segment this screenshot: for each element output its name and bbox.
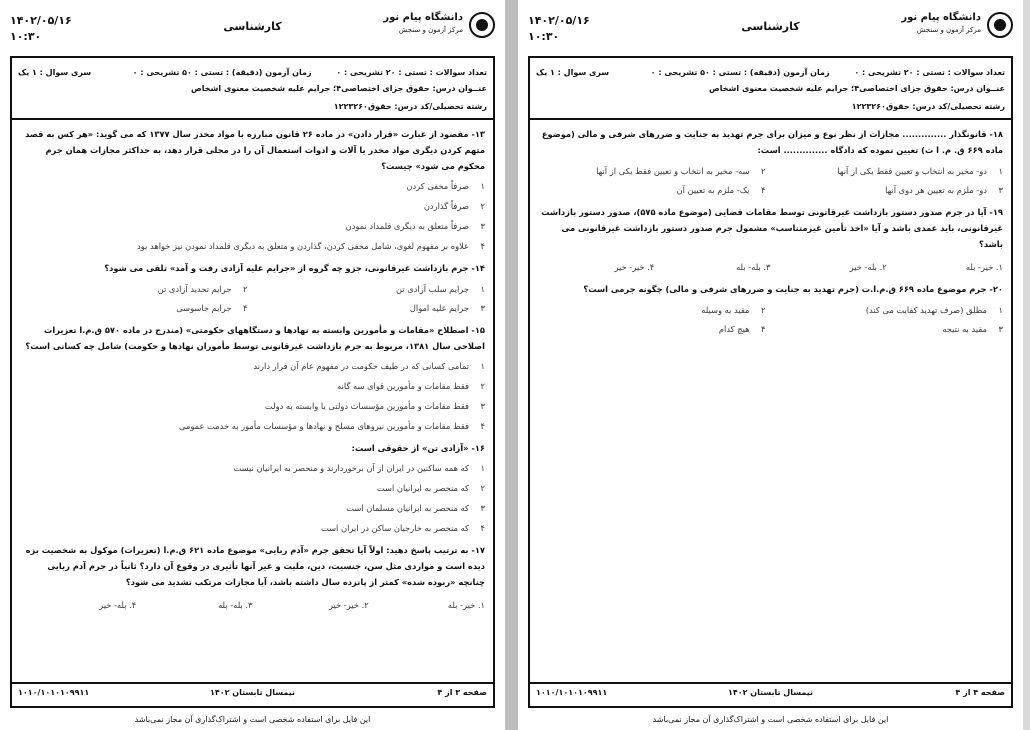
- page-number: صفحه ۳ از ۴: [437, 688, 487, 697]
- option-text: جرایم تحدید آزادی تن: [157, 284, 232, 294]
- option-text: دو- مخیر به انتخاب و تعیین فقط یکی از آنها: [837, 166, 987, 176]
- question-text: ۱۹- آیا در جرم صدور دستور بازداشت غیرقانونی توسط مقامات قضایی (موضوع ماده ۵۷۵)، صدور دستور بازداشت غیرقانونی، باید عمدی باشد و آیا «اخذ تأمین غیرمتناسب» مشمول جرم صدور دستور بازداشت غیرقانونی می باشد؟: [541, 207, 1003, 249]
- exam-duration: زمان آزمون (دقیقه) : تستی : ۵۰ تشریحی : ۰: [132, 68, 312, 77]
- option-text: خیر- بله: [965, 262, 994, 272]
- option-number: ۱: [998, 262, 1003, 272]
- course-title: عنــوان درس: حقوق جزای اختصاصی۴؛ جرایم علیه شخصیت معنوی اشخاص: [191, 84, 487, 93]
- answer-option[interactable]: [20, 521, 485, 536]
- answer-option[interactable]: [776, 303, 1004, 318]
- option-number: ۳: [998, 324, 1003, 334]
- exam-term: نیمسال تابستان ۱۴۰۲: [727, 688, 814, 697]
- option-number: ۱: [998, 305, 1003, 315]
- page-number: صفحه ۴ از ۴: [955, 688, 1005, 697]
- option-number: ۲: [761, 305, 766, 315]
- answer-option[interactable]: [538, 164, 766, 179]
- option-text: یک- ملزم به تعیین آن: [676, 185, 750, 195]
- question-text: ۱۷- به ترتیب پاسخ دهید: اولاً آیا تحقق جرم «آدم ربایی» موضوع ماده ۶۲۱ ق.م.ا (تعزیرات) موکول به شخصیت بزه دیده است و مواردی مثل سن، جنسیت، دین، ملیت و غیر آنها تأثیری در وقوع آن دارد؟ ثانیاً در جرم آدم ربایی چنانچه «ربوده شده» کمتر از پانزده سال داشته باشد، آیا مجازات مرتکب تشدید می شود؟: [25, 545, 485, 587]
- question-text: ۱۳- مقصود از عبارت «قرار دادن» در ماده ۲۶ قانون مبارزه با مواد مخدر سال ۱۳۷۷ که می گوید: «هر کس به قصد متهم کردن دیگری مواد مخدر یا آلات و ادوات استعمال آن را در محلی قرار دهد، به حداکثر مجازات همان جرم محکوم می شود» چیست؟: [25, 129, 485, 171]
- answer-option[interactable]: [20, 301, 248, 316]
- answer-option[interactable]: ۲. خیر- خیر: [328, 600, 369, 610]
- option-text: که منحصر به خارجیان ساکن در ایران است: [320, 523, 469, 533]
- option-text: بله- خیر: [849, 262, 877, 272]
- answer-option[interactable]: [20, 219, 485, 234]
- option-text: فقط مقامات و مأمورین نیروهای مسلح و نهادها و مؤسسات مأمور به خدمت عمومی: [179, 421, 469, 431]
- answer-option[interactable]: [538, 183, 766, 198]
- exam-info: [12, 58, 493, 120]
- option-number: ۴: [649, 262, 655, 272]
- option-number: ۳: [480, 503, 485, 513]
- option-number: ۱: [998, 166, 1003, 176]
- degree-level: کارشناسی: [223, 20, 282, 33]
- answer-option[interactable]: [20, 239, 485, 254]
- answer-option[interactable]: [538, 322, 766, 337]
- option-text: خیر- بله: [447, 600, 476, 610]
- option-text: خیر- خیر: [328, 600, 359, 610]
- answer-option[interactable]: ۳. بله- بله: [736, 262, 771, 272]
- page-header: [10, 12, 495, 52]
- option-number: ۱: [480, 284, 485, 294]
- question-text: ۲۰- جرم موضوع ماده ۶۶۹ ق.م.ا.ت (جرم تهدید به جنایت و ضررهای شرفی و مالی) چگونه جرمی است؟: [583, 284, 1003, 294]
- question-count: تعداد سوالات : تستی : ۲۰ تشریحی : ۰: [854, 68, 1005, 77]
- answer-option[interactable]: [776, 183, 1004, 198]
- exam-term: نیمسال تابستان ۱۴۰۲: [209, 688, 296, 697]
- exam-date: ۱۴۰۲/۰۵/۱۶: [10, 14, 72, 27]
- answer-options: [20, 598, 485, 613]
- exam-frame: [528, 56, 1013, 708]
- answer-option[interactable]: [20, 379, 485, 394]
- answer-options: [20, 179, 485, 254]
- option-text: بله- خیر: [99, 600, 127, 610]
- exam-page-3: [0, 0, 505, 730]
- exam-frame: [10, 56, 495, 708]
- question-text: ۱۵- اصطلاح «مقامات و مأمورین وابسته به نهادها و دستگاههای حکومتی» (مندرج در ماده ۵۷۰ ق.م.ا تعزیرات اصلاحی سال ۱۳۸۱، مربوط به جرم بازداشت غیرقانونی توسط مأموران نهادها و حکومت) شامل چه کسانی است؟: [25, 325, 485, 351]
- option-number: ۴: [131, 600, 137, 610]
- option-text: فقط مقامات و مأمورین قوای سه گانه: [337, 381, 469, 391]
- answer-options: [20, 282, 485, 316]
- answer-option[interactable]: ۳. بله- بله: [218, 600, 253, 610]
- option-text: دو- ملزم به تعیین هر دوی آنها: [885, 185, 987, 195]
- question-series: سری سوال : ۱ یک: [18, 68, 92, 77]
- exam-duration: زمان آزمون (دقیقه) : تستی : ۵۰ تشریحی : ۰: [650, 68, 830, 77]
- course-major: رشته تحصیلی/کد درس: حقوق۱۲۲۳۲۶۰: [851, 102, 1005, 111]
- option-number: ۴: [480, 523, 485, 533]
- option-text: هیچ کدام: [718, 324, 750, 334]
- option-number: ۳: [480, 303, 485, 313]
- option-number: ۴: [480, 421, 485, 431]
- questions-area: [538, 120, 1003, 682]
- answer-option[interactable]: ۱. خیر- بله: [965, 262, 1003, 272]
- option-number: ۲: [480, 381, 485, 391]
- answer-option[interactable]: ۴. بله- خیر: [99, 600, 137, 610]
- copyright-note: این فایل برای استفاده شخصی است و اشتراک‌گذاری آن مجاز نمی‌باشد: [134, 715, 371, 724]
- answer-option[interactable]: [258, 282, 486, 297]
- answer-options: [538, 303, 1003, 337]
- exam-code: ۱۰۱۰/۱۰۱۰۱۰۹۹۱۱: [536, 688, 608, 697]
- course-major: رشته تحصیلی/کد درس: حقوق۱۲۲۳۲۶۰: [333, 102, 487, 111]
- option-number: ۴: [243, 303, 248, 313]
- answer-option[interactable]: [20, 179, 485, 194]
- option-number: ۴: [761, 185, 766, 195]
- answer-option[interactable]: [20, 359, 485, 374]
- answer-option[interactable]: [20, 419, 485, 434]
- option-text: جرایم علیه اموال: [409, 303, 469, 313]
- option-text: مقید به نتیجه: [942, 324, 987, 334]
- option-number: ۴: [761, 324, 766, 334]
- option-number: ۳: [480, 221, 485, 231]
- answer-option[interactable]: [20, 501, 485, 516]
- page-footer: [530, 682, 1011, 706]
- answer-option[interactable]: ۲. بله- خیر: [849, 262, 887, 272]
- university-name: دانشگاه پیام نور: [901, 12, 981, 23]
- option-number: ۴: [480, 241, 485, 251]
- answer-option[interactable]: [20, 282, 248, 297]
- exam-time: ۱۰:۳۰: [528, 30, 560, 43]
- question-text: ۱۶- «آزادی تن» از حقوقی است:: [351, 443, 485, 453]
- option-text: بله- بله: [736, 262, 761, 272]
- option-number: ۲: [364, 600, 369, 610]
- option-text: مطلق (صرف تهدید کفایت می کند): [865, 305, 987, 315]
- answer-option[interactable]: ۱. خیر- بله: [447, 600, 485, 610]
- option-text: تمامی کسانی که در طیف حکومت در مفهوم عام آن قرار دارند: [253, 361, 469, 371]
- answer-options: [538, 164, 1003, 198]
- option-text: که منحصر به ایرانیان مسلمان است: [346, 503, 469, 513]
- option-text: خیر- خیر: [614, 262, 645, 272]
- questions-area: [20, 120, 485, 682]
- option-number: ۲: [761, 166, 766, 176]
- option-text: صرفاً مخفی کردن: [406, 181, 469, 191]
- degree-level: کارشناسی: [741, 20, 800, 33]
- question-series: سری سوال : ۱ یک: [536, 68, 610, 77]
- answer-option[interactable]: [20, 481, 485, 496]
- option-number: ۱: [480, 463, 485, 473]
- option-number: ۲: [882, 262, 887, 272]
- option-number: ۱: [480, 361, 485, 371]
- option-text: که منحصر به ایرانیان است: [376, 483, 469, 493]
- option-number: ۳: [480, 401, 485, 411]
- university-name: دانشگاه پیام نور: [383, 12, 463, 23]
- course-title: عنــوان درس: حقوق جزای اختصاصی۴؛ جرایم علیه شخصیت معنوی اشخاص: [709, 84, 1005, 93]
- answer-options: [538, 260, 1003, 275]
- exam-time: ۱۰:۳۰: [10, 30, 42, 43]
- option-text: سه- مخیر به انتخاب و تعیین فقط یکی از آنها: [596, 166, 750, 176]
- answer-option[interactable]: [258, 301, 486, 316]
- option-number: ۲: [480, 483, 485, 493]
- option-number: ۲: [480, 201, 485, 211]
- exam-code: ۱۰۱۰/۱۰۱۰۱۰۹۹۱۱: [18, 688, 90, 697]
- question-count: تعداد سوالات : تستی : ۲۰ تشریحی : ۰: [336, 68, 487, 77]
- option-text: بله- بله: [218, 600, 243, 610]
- answer-option[interactable]: [538, 303, 766, 318]
- question-text: ۱۴- جرم بازداشت غیرقانونی، جزو چه گروه از «جرایم علیه آزادی رفت و آمد» تلقی می شود؟: [104, 263, 485, 273]
- option-number: ۳: [766, 262, 771, 272]
- option-text: جرایم جاسوسی: [176, 303, 232, 313]
- answer-option[interactable]: [20, 199, 485, 214]
- answer-option[interactable]: [776, 322, 1004, 337]
- question-text: ۱۸- قانونگذار .............. مجازات از نظر نوع و میزان برای جرم تهدید به جنایت و ضررهای شرفی و مالی (موضوع ماده ۶۶۹ ق. م. ا ت) تعیین نموده که دادگاه .............. است:: [541, 129, 1003, 155]
- option-number: ۱: [480, 181, 485, 191]
- option-text: جرایم سلب آزادی تن: [395, 284, 469, 294]
- answer-options: [20, 359, 485, 434]
- option-text: صرفاً متعلق به دیگری قلمداد نمودن: [345, 221, 469, 231]
- exam-info: [530, 58, 1011, 120]
- option-text: فقط مقامات و مأمورین مؤسسات دولتی یا وابسته به دولت: [264, 401, 469, 411]
- option-text: که همه ساکنین در ایران از آن برخوردارند و منحصر به ایرانیان نیست: [233, 463, 469, 473]
- page-footer: [12, 682, 493, 706]
- option-number: ۲: [243, 284, 248, 294]
- university-subtitle: مرکز آزمون و سنجش: [916, 26, 981, 34]
- page-header: [528, 12, 1013, 52]
- answer-option[interactable]: [776, 164, 1004, 179]
- answer-option[interactable]: [20, 399, 485, 414]
- exam-date: ۱۴۰۲/۰۵/۱۶: [528, 14, 590, 27]
- answer-option[interactable]: ۴. خیر- خیر: [614, 262, 655, 272]
- answer-option[interactable]: [20, 461, 485, 476]
- page-gap: [505, 0, 518, 730]
- option-text: مقید به وسیله: [701, 305, 750, 315]
- option-number: ۳: [998, 185, 1003, 195]
- exam-page-4: [518, 0, 1023, 730]
- option-number: ۱: [480, 600, 485, 610]
- copyright-note: این فایل برای استفاده شخصی است و اشتراک‌گذاری آن مجاز نمی‌باشد: [652, 715, 889, 724]
- university-subtitle: مرکز آزمون و سنجش: [398, 26, 463, 34]
- answer-options: [20, 461, 485, 536]
- option-number: ۳: [248, 600, 253, 610]
- option-text: علاوه بر مفهوم لغوی، شامل مخفی کردن، گذاردن و متعلق به دیگری قلمداد نمودن نیز خواهد بود: [137, 241, 469, 251]
- option-text: صرفاً گذاردن: [423, 201, 469, 211]
